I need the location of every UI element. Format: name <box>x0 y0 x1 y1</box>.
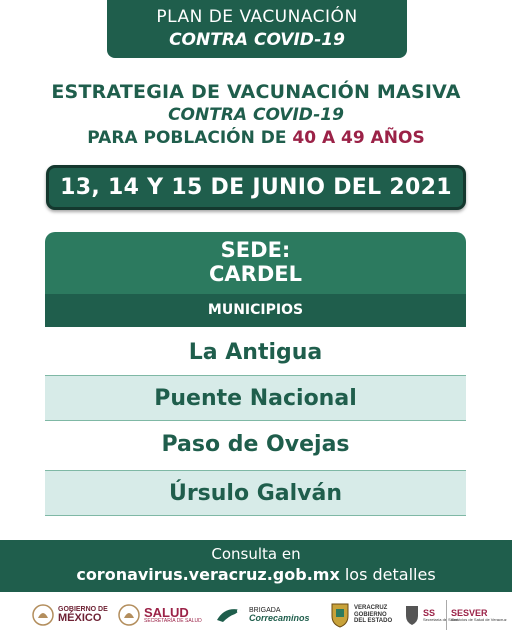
footer-url-line <box>0 565 512 584</box>
sede-name: CARDEL <box>209 262 302 286</box>
age-range: 40 A 49 AÑOS <box>292 128 425 148</box>
salud-logo <box>118 600 202 630</box>
sesver-line-2: Servicios de Salud de Veracruz <box>451 616 507 622</box>
salud-line-1: SALUD <box>144 605 189 620</box>
sesver-line-1: SESVER <box>451 607 488 618</box>
gobierno-line-2: MÉXICO <box>58 612 102 624</box>
gobierno-line-1: GOBIERNO DE <box>58 606 108 613</box>
sede-header <box>45 232 466 294</box>
eagle-emblem-icon <box>32 603 54 627</box>
date-badge: 13, 14 Y 15 DE JUNIO DEL 2021 <box>46 165 466 210</box>
municipio-item: Puente Nacional <box>45 375 466 421</box>
top-banner <box>107 0 407 58</box>
veracruz-line-1: VERACRUZ <box>354 605 388 612</box>
website-link[interactable]: coronavirus.veracruz.gob.mx <box>76 565 340 584</box>
eagle-emblem-icon <box>118 603 140 627</box>
sesver-logo <box>446 600 507 630</box>
municipio-item: Úrsulo Galván <box>45 470 466 516</box>
gobierno-mexico-logo <box>32 600 108 630</box>
brigada-correcaminos-logo <box>215 600 310 630</box>
footer-band <box>0 540 512 592</box>
veracruz-line-3: DEL ESTADO <box>354 618 393 625</box>
ss-line-1: SS <box>423 607 436 618</box>
brigada-line-2: Correcaminos <box>249 613 310 623</box>
population-line <box>0 128 512 148</box>
roadrunner-icon <box>215 604 245 626</box>
state-emblem-icon <box>405 604 419 626</box>
municipios-header: MUNICIPIOS <box>45 294 466 327</box>
ss-line-2: Secretaría de Salud <box>423 616 459 622</box>
strategy-subtitle: CONTRA COVID-19 <box>168 105 344 125</box>
population-prefix: PARA POBLACIÓN DE <box>87 128 293 148</box>
banner-line-2: CONTRA COVID-19 <box>169 30 345 50</box>
veracruz-logo <box>330 600 392 630</box>
state-shield-icon <box>330 602 350 628</box>
municipio-item: La Antigua <box>188 340 323 365</box>
banner-line-1: PLAN DE VACUNACIÓN <box>156 7 358 27</box>
municipio-item: Paso de Ovejas <box>161 432 350 457</box>
logos-strip <box>0 600 512 632</box>
sede-label: SEDE: <box>220 238 291 262</box>
salud-line-2: SECRETARÍA DE SALUD <box>144 618 202 624</box>
footer-suffix: los detalles <box>339 565 436 584</box>
veracruz-line-2: GOBIERNO <box>354 611 387 618</box>
strategy-title: ESTRATEGIA DE VACUNACIÓN MASIVA <box>51 81 461 103</box>
footer-consult: Consulta en <box>211 545 301 563</box>
brigada-line-1: BRIGADA <box>249 607 281 614</box>
